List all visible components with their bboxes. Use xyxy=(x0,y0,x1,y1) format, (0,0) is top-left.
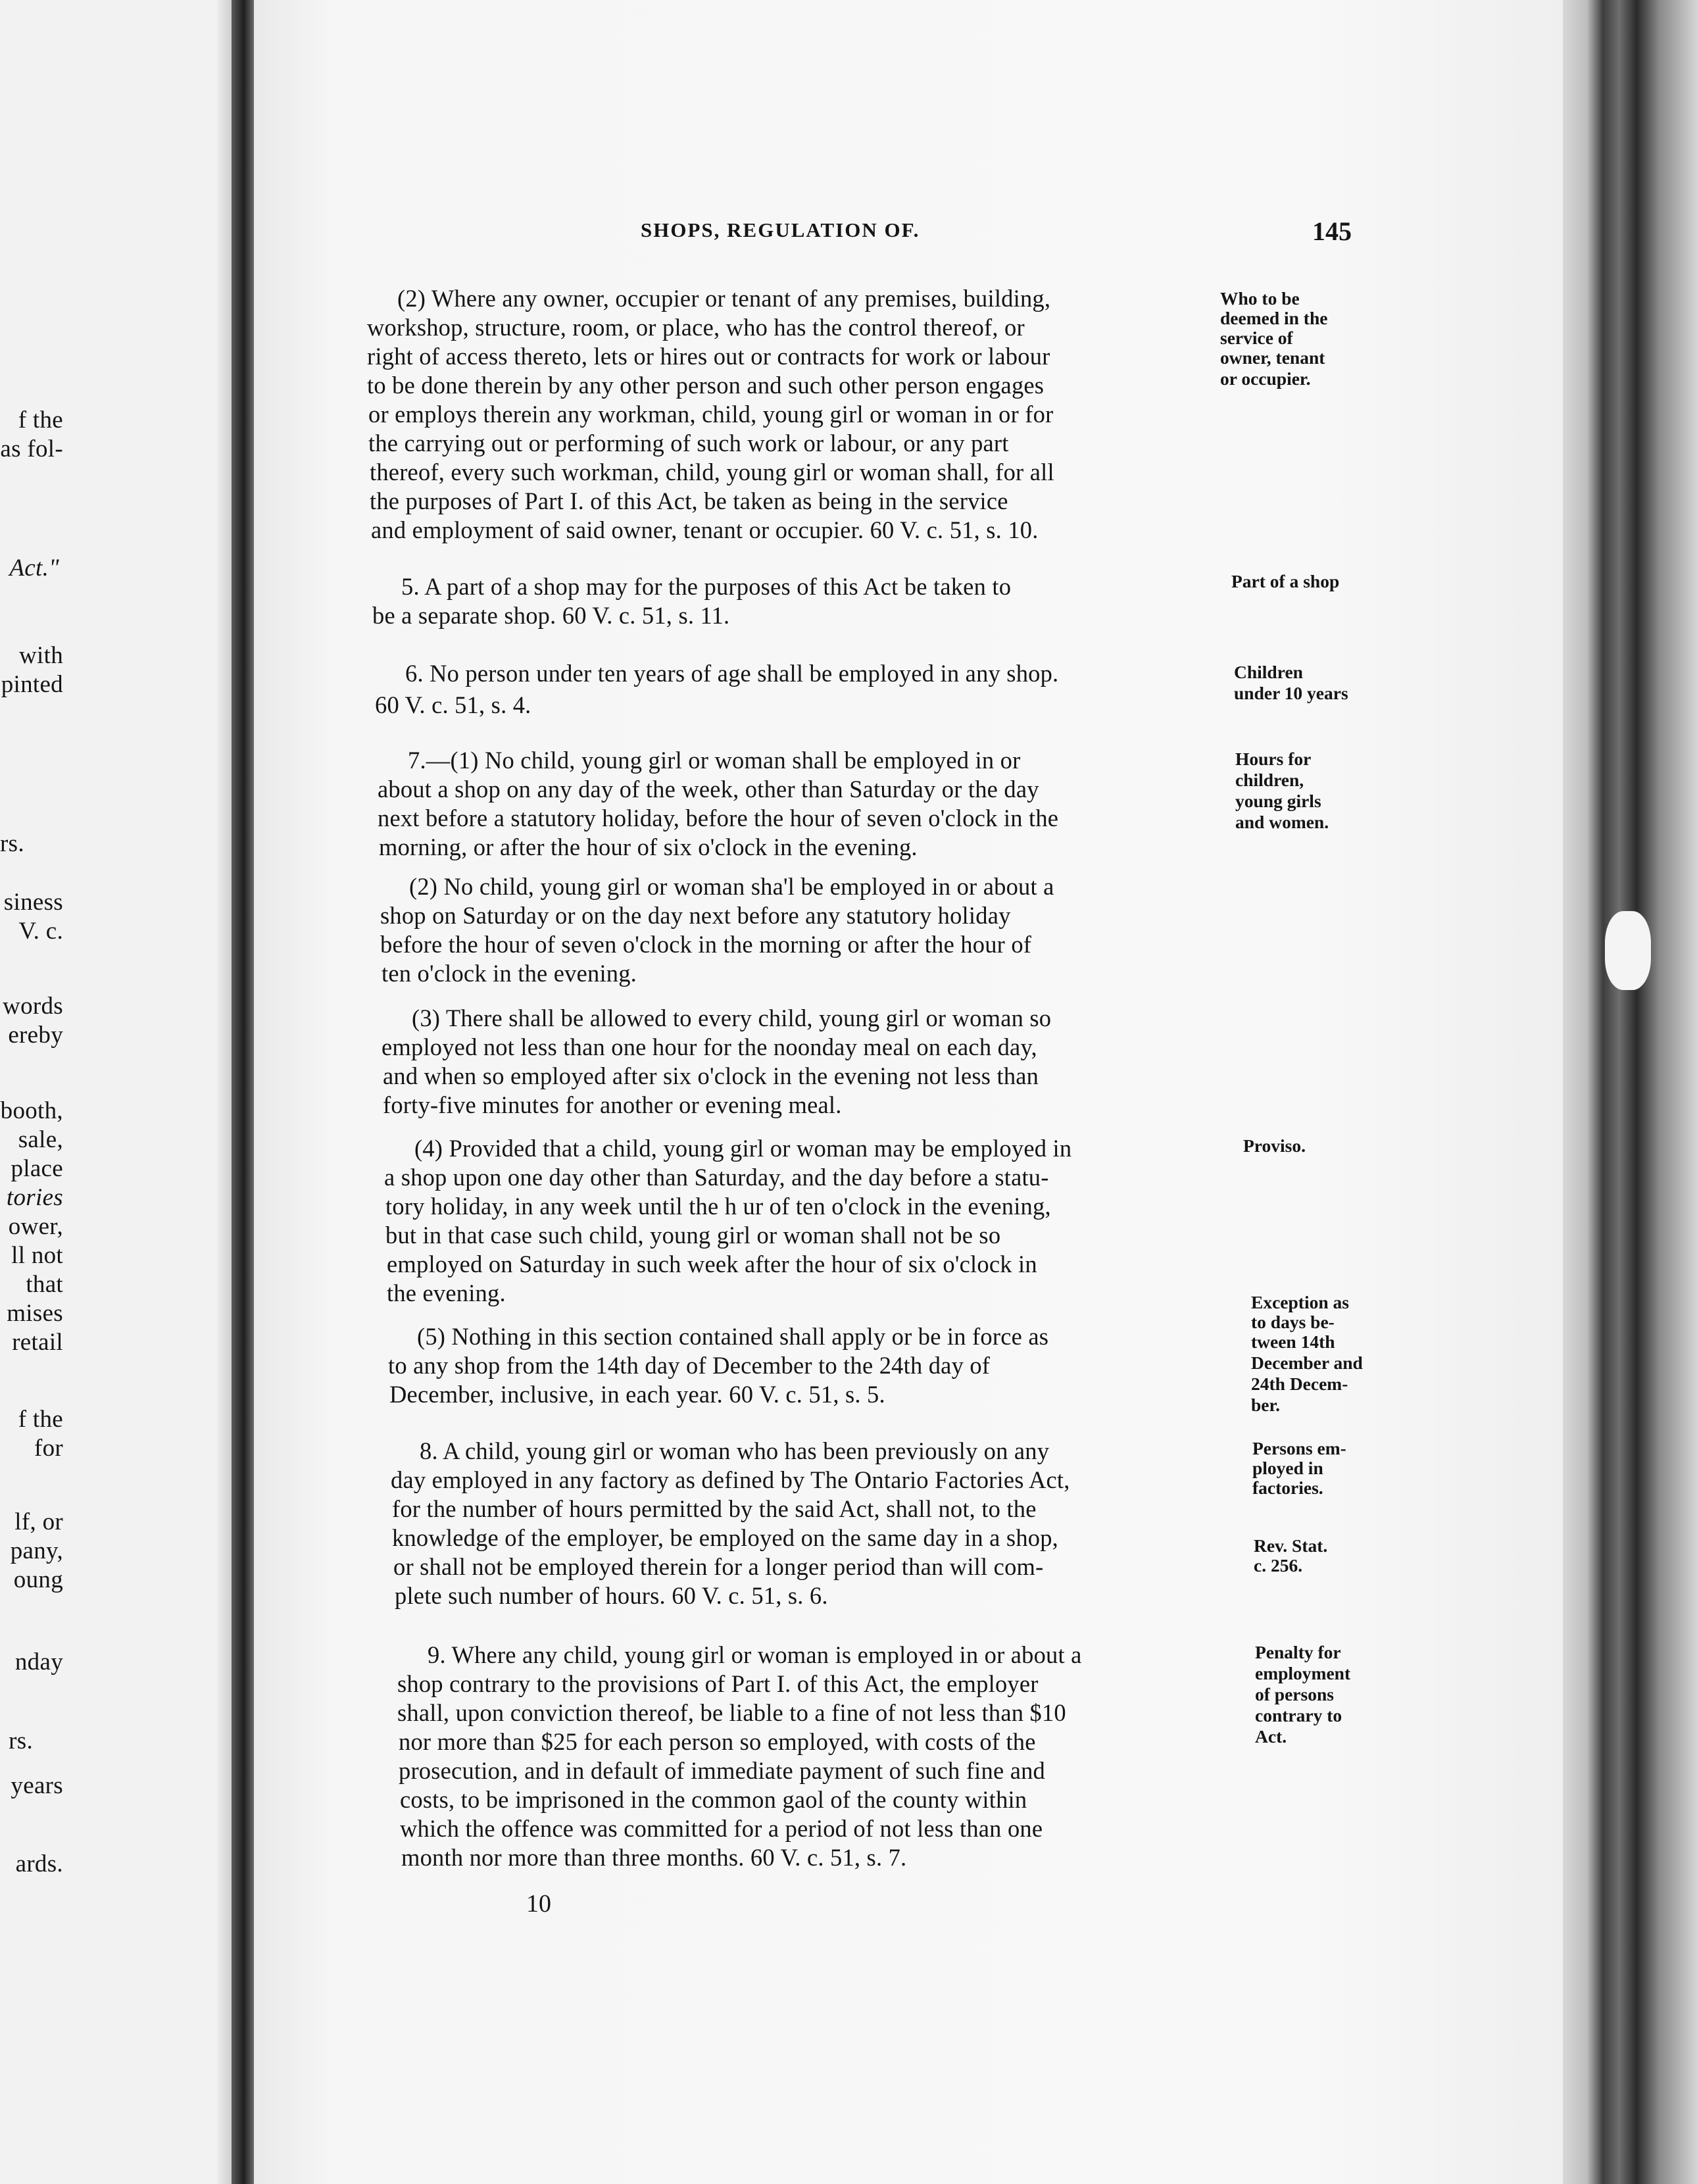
left-fragment: nday xyxy=(14,1649,63,1675)
side-note: owner, tenant xyxy=(1220,347,1325,368)
side-note: of persons xyxy=(1255,1684,1334,1704)
body-line: plete such number of hours. 60 V. c. 51, s. 6. xyxy=(395,1582,828,1609)
body-line: the evening. xyxy=(387,1279,506,1306)
body-line: and when so employed after six o'clock in the evening not less than xyxy=(383,1062,1039,1089)
section-9-line: 9. Where any child, young girl or woman is employed in or about a xyxy=(428,1641,1082,1668)
body-line: (2) Where any owner, occupier or tenant of any premises, building, xyxy=(397,285,1051,312)
left-fragment: rs. xyxy=(9,1727,33,1754)
left-fragment: f the xyxy=(18,407,63,434)
side-note: service of xyxy=(1220,328,1293,348)
body-line: (5) Nothing in this section contained shall apply or be in force as xyxy=(417,1323,1049,1350)
side-note: and women. xyxy=(1235,812,1329,832)
left-fragment: Act." xyxy=(9,555,59,582)
left-fragment: siness xyxy=(3,889,63,916)
side-note: Who to be xyxy=(1220,288,1300,309)
left-fragment: ll not xyxy=(11,1242,63,1269)
side-note: ployed in xyxy=(1252,1458,1323,1478)
side-note: or occupier. xyxy=(1220,368,1311,389)
body-line: to any shop from the 14th day of December to the 24th day of xyxy=(388,1352,991,1379)
left-fragment: V. c. xyxy=(18,918,63,945)
left-fragment: mises xyxy=(7,1300,63,1327)
side-note: Persons em- xyxy=(1252,1438,1346,1458)
side-note: ber. xyxy=(1251,1395,1281,1415)
section-7-line: 7.—(1) No child, young girl or woman shall be employed in or xyxy=(408,747,1021,774)
body-line: for the number of hours permitted by the said Act, shall not, to the xyxy=(392,1495,1037,1522)
left-page-shadow xyxy=(217,0,232,2184)
running-head: SHOPS, REGULATION OF. xyxy=(641,218,920,241)
body-line: the purposes of Part I. of this Act, be taken as being in the service xyxy=(370,487,1008,514)
side-note: under 10 years xyxy=(1234,683,1348,703)
body-line: the carrying out or performing of such work or labour, or any part xyxy=(368,430,1009,457)
body-line: 60 V. c. 51, s. 4. xyxy=(375,691,531,718)
body-line: month nor more than three months. 60 V. c. 51, s. 7. xyxy=(401,1844,907,1871)
side-note: Rev. Stat. xyxy=(1254,1535,1328,1556)
section-5-line: 5. A part of a shop may for the purposes of this Act be taken to xyxy=(401,573,1012,600)
book-gutter xyxy=(232,0,254,2184)
body-line: knowledge of the employer, be employed on the same day in a shop, xyxy=(392,1524,1058,1551)
body-line: employed on Saturday in such week after the hour of six o'clock in xyxy=(387,1251,1037,1278)
left-fragment: rs. xyxy=(0,830,24,857)
side-note: employment xyxy=(1255,1663,1351,1683)
side-note: c. 256. xyxy=(1254,1555,1303,1576)
left-fragment: that xyxy=(26,1271,63,1298)
body-line: prosecution, and in default of immediate payment of such fine and xyxy=(399,1757,1045,1784)
body-line: be a separate shop. 60 V. c. 51, s. 11. xyxy=(372,602,730,629)
body-line: ten o'clock in the evening. xyxy=(381,960,637,987)
body-line: employed not less than one hour for the noonday meal on each day, xyxy=(381,1033,1037,1060)
body-line: forty-five minutes for another or evening meal. xyxy=(383,1091,842,1118)
left-fragment: with xyxy=(19,642,63,669)
page-edge-stack xyxy=(1563,0,1697,2184)
body-line: tory holiday, in any week until the h ur of ten o'clock in the evening, xyxy=(385,1193,1051,1220)
left-fragment: as fol- xyxy=(0,435,63,462)
left-fragment: ereby xyxy=(8,1022,63,1049)
side-note: Proviso. xyxy=(1243,1135,1306,1156)
left-fragment: for xyxy=(34,1435,63,1462)
page-number: 145 xyxy=(1312,216,1352,246)
left-fragment: booth, xyxy=(0,1097,63,1124)
body-line: (2) No child, young girl or woman sha'l be employed in or about a xyxy=(409,873,1054,900)
side-note: children, xyxy=(1235,770,1304,790)
body-line: shop contrary to the provisions of Part I. of this Act, the employer xyxy=(397,1670,1039,1697)
body-line: a shop upon one day other than Saturday, and the day before a statu- xyxy=(384,1164,1049,1191)
section-6-line: 6. No person under ten years of age shall be employed in any shop. xyxy=(405,660,1059,687)
body-line: workshop, structure, room, or place, who has the control thereof, or xyxy=(367,314,1025,341)
side-note: contrary to xyxy=(1255,1705,1342,1725)
left-fragment: tories xyxy=(6,1184,63,1211)
body-line: morning, or after the hour of six o'clock in the evening. xyxy=(379,833,918,860)
side-note: factories. xyxy=(1252,1477,1323,1498)
left-fragment: years xyxy=(11,1772,63,1799)
side-note: Part of a shop xyxy=(1231,571,1340,591)
section-8-line: 8. A child, young girl or woman who has been previously on any xyxy=(420,1437,1050,1464)
body-line: (4) Provided that a child, young girl or woman may be employed in xyxy=(414,1135,1072,1162)
edge-blot xyxy=(1605,911,1651,990)
side-note: December and xyxy=(1251,1353,1363,1373)
body-line: before the hour of seven o'clock in the morning or after the hour of xyxy=(380,931,1032,958)
signature-mark: 10 xyxy=(526,1890,551,1918)
left-fragment: retail xyxy=(12,1329,63,1356)
left-fragment: sale, xyxy=(18,1126,63,1153)
side-note: Hours for xyxy=(1235,749,1312,769)
body-line: costs, to be imprisoned in the common gaol of the county within xyxy=(400,1786,1027,1813)
body-line: right of access thereto, lets or hires out or contracts for work or labour xyxy=(367,343,1050,370)
side-note: 24th Decem- xyxy=(1251,1374,1348,1394)
body-line: but in that case such child, young girl or woman shall not be so xyxy=(385,1222,1001,1249)
side-note: Act. xyxy=(1255,1726,1287,1747)
body-line: (3) There shall be allowed to every child, young girl or woman so xyxy=(412,1005,1052,1031)
body-line: about a shop on any day of the week, other than Saturday or the day xyxy=(378,776,1039,803)
left-fragment: oung xyxy=(13,1566,63,1593)
body-line: and employment of said owner, tenant or occupier. 60 V. c. 51, s. 10. xyxy=(371,516,1039,543)
body-line: which the offence was committed for a period of not less than one xyxy=(400,1815,1043,1842)
left-fragment: ower, xyxy=(8,1213,63,1240)
side-note: Exception as xyxy=(1251,1292,1349,1312)
side-note: to days be- xyxy=(1251,1312,1335,1332)
side-note: Penalty for xyxy=(1255,1642,1341,1662)
side-note: young girls xyxy=(1235,791,1321,811)
side-note: deemed in the xyxy=(1220,308,1328,328)
side-note: tween 14th xyxy=(1251,1331,1335,1352)
left-fragment: place xyxy=(11,1155,63,1182)
body-line: thereof, every such workman, child, young girl or woman shall, for all xyxy=(370,459,1054,485)
left-fragment: lf, or xyxy=(14,1508,63,1535)
side-note: Children xyxy=(1234,662,1303,682)
left-fragment: ards. xyxy=(15,1850,63,1877)
left-fragment: pinted xyxy=(1,671,63,698)
body-line: shop on Saturday or on the day next before any statutory holiday xyxy=(380,902,1011,929)
left-fragment: pany, xyxy=(10,1537,63,1564)
body-line: or shall not be employed therein for a longer period than will com- xyxy=(393,1553,1044,1580)
body-line: December, inclusive, in each year. 60 V. c. 51, s. 5. xyxy=(389,1381,885,1408)
body-line: shall, upon conviction thereof, be liable to a fine of not less than $10 xyxy=(397,1699,1066,1726)
left-fragment: words xyxy=(3,993,63,1020)
body-line: or employs therein any workman, child, young girl or woman in or for xyxy=(368,401,1054,428)
body-line: day employed in any factory as defined by The Ontario Factories Act, xyxy=(391,1466,1070,1493)
body-line: nor more than $25 for each person so employed, with costs of the xyxy=(399,1728,1036,1755)
body-line: to be done therein by any other person and such other person engages xyxy=(367,372,1045,399)
left-fragment: f the xyxy=(18,1406,63,1433)
body-line: next before a statutory holiday, before the hour of seven o'clock in the xyxy=(378,805,1059,831)
